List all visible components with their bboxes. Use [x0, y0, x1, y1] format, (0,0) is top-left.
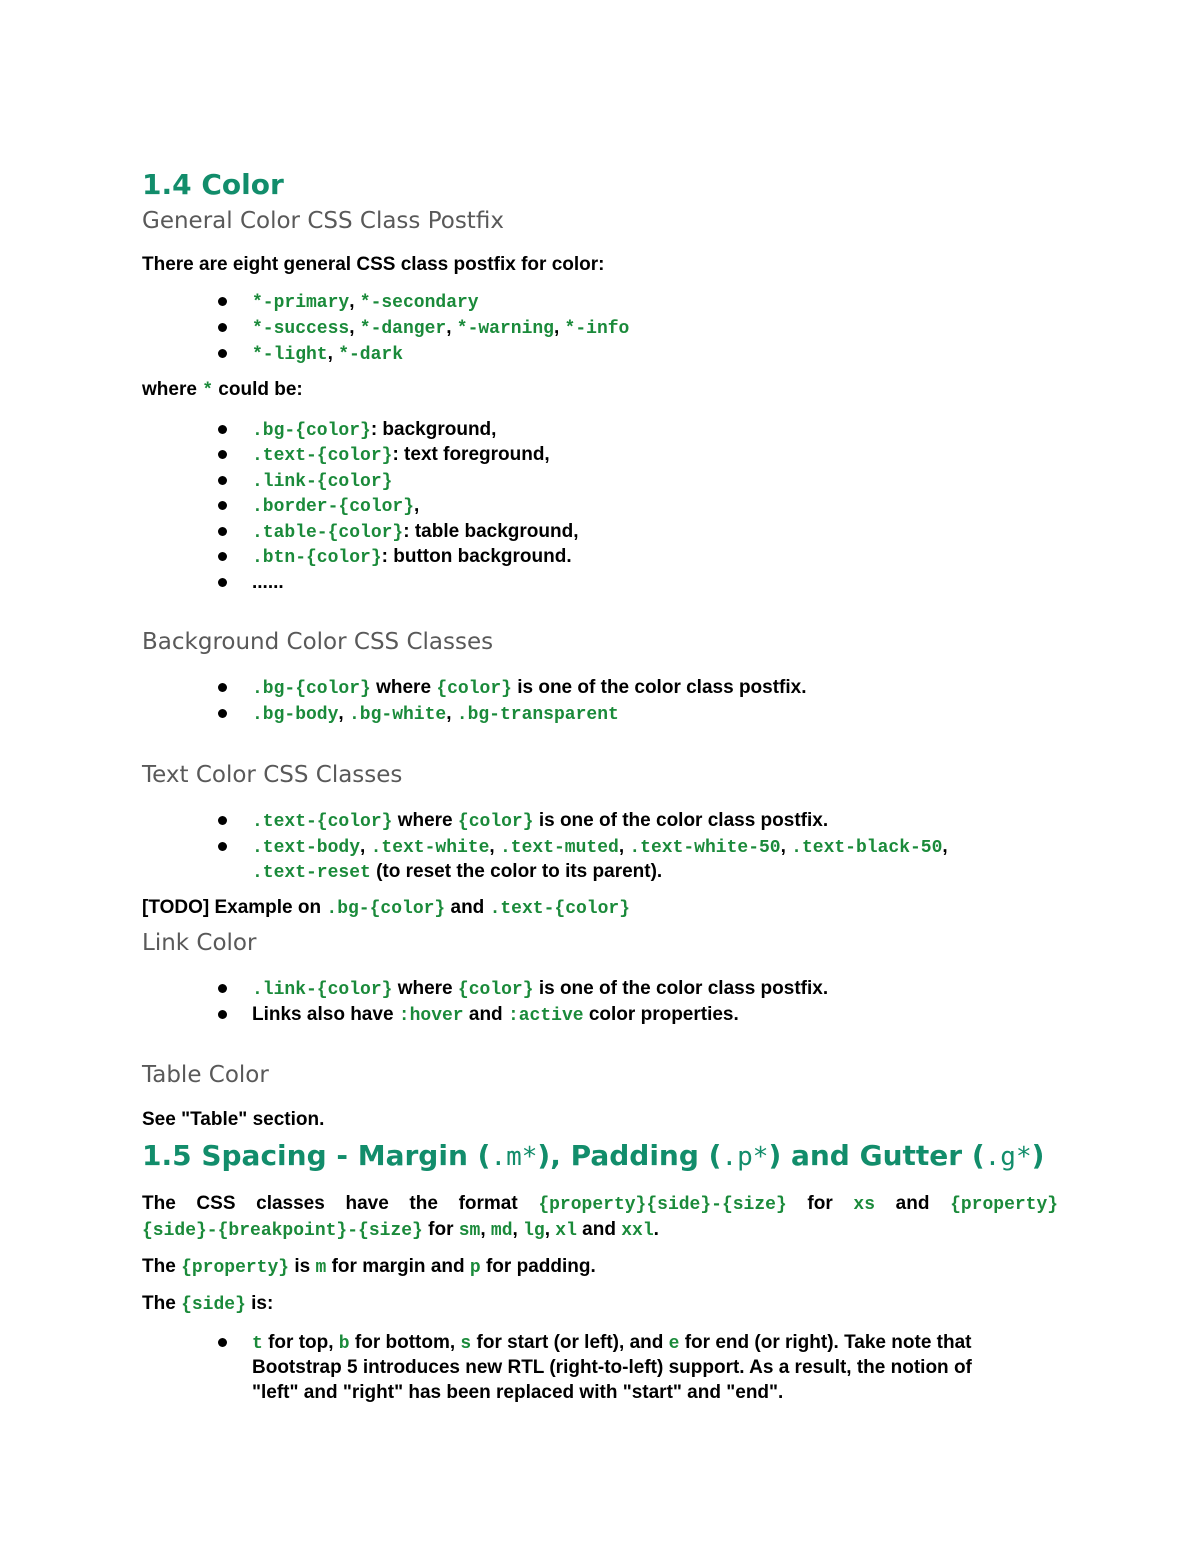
bullet — [218, 323, 227, 332]
bullet — [218, 683, 227, 692]
bullet — [218, 552, 227, 561]
bullet — [218, 450, 227, 459]
where-paragraph: where * could be: — [142, 379, 303, 401]
table-paragraph: See "Table" section. — [142, 1109, 325, 1130]
side-paragraph: The {side} is: — [142, 1293, 274, 1315]
heading-text-color: Text Color CSS Classes — [142, 762, 403, 788]
bullet — [218, 1338, 227, 1347]
list-item-text-2-cont: .text-reset (to reset the color to its parent). — [252, 861, 663, 883]
todo-paragraph: [TODO] Example on .bg-{color} and .text-{color} — [142, 897, 631, 919]
bullet — [218, 501, 227, 510]
intro-paragraph: There are eight general CSS class postfix for color: — [142, 254, 605, 275]
list-item-postfix-3: *-light, *-dark — [252, 343, 403, 365]
list-item-where: .table-{color}: table background, — [252, 521, 579, 543]
bullet — [218, 578, 227, 587]
list-item-where: .text-{color}: text foreground, — [252, 444, 550, 466]
bullet — [218, 816, 227, 825]
bullet — [218, 984, 227, 993]
list-item-where: .bg-{color}: background, — [252, 419, 497, 441]
bullet — [218, 425, 227, 434]
bullet — [218, 349, 227, 358]
list-item-postfix-2: *-success, *-danger, *-warning, *-info — [252, 317, 630, 339]
list-item-side-cont-2: "left" and "right" has been replaced with "start" and "end". — [252, 1382, 784, 1403]
section-title-color: 1.4 Color — [142, 168, 284, 201]
list-item-where: .btn-{color}: button background. — [252, 546, 572, 568]
list-item-where: ...... — [252, 572, 284, 593]
bullet — [218, 709, 227, 718]
heading-table-color: Table Color — [142, 1062, 269, 1088]
property-paragraph: The {property} is m for margin and p for padding. — [142, 1256, 596, 1278]
bullet — [218, 1010, 227, 1019]
list-item-side-cont-1: Bootstrap 5 introduces new RTL (right-to-left) support. As a result, the notion of — [252, 1357, 972, 1378]
list-item-where: .border-{color}, — [252, 495, 420, 517]
list-item-side: t for top, b for bottom, s for start (or left), and e for end (or right). Take note that — [252, 1332, 972, 1354]
list-item-link-2: Links also have :hover and :active color properties. — [252, 1004, 739, 1026]
heading-background-color: Background Color CSS Classes — [142, 629, 494, 655]
section-title-spacing: 1.5 Spacing - Margin (.m*), Padding (.p*) and Gutter (.g*) — [142, 1139, 1045, 1172]
heading-link-color: Link Color — [142, 930, 257, 956]
bullet — [218, 476, 227, 485]
list-item-where: .link-{color} — [252, 472, 393, 492]
format-paragraph-line-1: The CSS classes have the format {property}{side}-{size} for xs and {property} — [142, 1193, 1059, 1215]
format-paragraph-line-2: {side}-{breakpoint}-{size} for sm, md, lg, xl and xxl. — [142, 1219, 659, 1241]
bullet — [218, 297, 227, 306]
bullet — [218, 842, 227, 851]
bullet — [218, 527, 227, 536]
list-item-link-1: .link-{color} where {color} is one of the color class postfix. — [252, 978, 829, 1000]
list-item-text-2: .text-body, .text-white, .text-muted, .text-white-50, .text-black-50, — [252, 836, 948, 858]
heading-general-color-postfix: General Color CSS Class Postfix — [142, 208, 504, 234]
list-item-bg-2: .bg-body, .bg-white, .bg-transparent — [252, 703, 619, 725]
list-item-text-1: .text-{color} where {color} is one of the color class postfix. — [252, 810, 829, 832]
list-item-postfix-1: *-primary, *-secondary — [252, 291, 479, 313]
list-item-bg-1: .bg-{color} where {color} is one of the color class postfix. — [252, 677, 807, 699]
